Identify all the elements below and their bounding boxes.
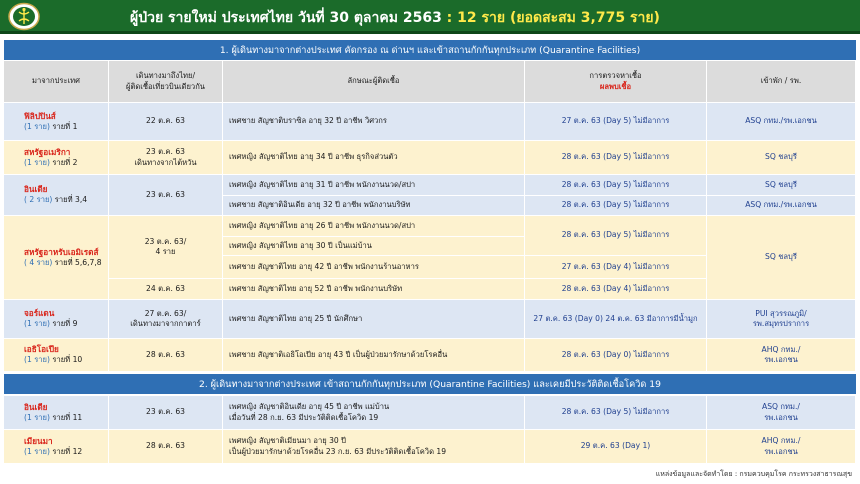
- ministry-emblem-icon: [7, 2, 41, 31]
- patient-cell: เพศชาย สัญชาติอินเดีย อายุ 32 ปี อาชีพ พนักงานบริษัท: [223, 196, 525, 216]
- place-cell: PUI สุวรรณภูมิ/ รพ.สมุทรปราการ: [707, 300, 856, 339]
- test-cell: 28 ต.ค. 63 (Day 0) ไม่มีอาการ: [525, 339, 707, 372]
- place-cell: ASQ กทม./รพ.เอกชน: [707, 196, 856, 216]
- country-philippines: ฟิลิปปินส์ (1 ราย) รายที่ 1: [4, 103, 109, 141]
- page-title: [130, 7, 660, 29]
- test-cell: 28 ต.ค. 63 (Day 5) ไม่มีอาการ: [525, 196, 707, 216]
- place-cell: SQ ชลบุรี: [707, 175, 856, 196]
- test-cell: 27 ต.ค. 63 (Day 5) ไม่มีอาการ: [525, 103, 707, 141]
- section-2-header: 2. ผู้เดินทางมาจากต่างประเทศ เข้าสถานกักกันทุกประเภท (Quarantine Facilities) และเคยมีประวัติติดเชื้อโควิด 19: [4, 374, 856, 394]
- country-india: อินเดีย ( 2 ราย) รายที่ 3,4: [4, 175, 109, 216]
- arrival-cell: 22 ต.ค. 63: [109, 103, 223, 141]
- test-cell: 27 ต.ค. 63 (Day 0) 24 ต.ค. 63 มีอาการมีน้ำมูก: [525, 300, 707, 339]
- test-cell: 28 ต.ค. 63 (Day 5) ไม่มีอาการ: [525, 141, 707, 175]
- patient-cell: เพศหญิง สัญชาติไทย อายุ 31 ปี อาชีพ พนักงานนวด/สปา: [223, 175, 525, 196]
- place-cell: SQ ชลบุรี: [707, 216, 856, 300]
- section-2-table: [4, 396, 856, 464]
- arrival-cell: 28 ต.ค. 63: [109, 430, 223, 464]
- country-india-2: อินเดีย (1 ราย) รายที่ 11: [4, 396, 109, 430]
- col-header-country: มาจากประเทศ: [4, 61, 109, 103]
- patient-cell: เพศหญิง สัญชาติอินเดีย อายุ 45 ปี อาชีพ แม่บ้าน เมื่อวันที่ 28 ก.ย. 63 มีประวัติติดเชื้อโควิด 19: [223, 396, 525, 430]
- arrival-cell: 28 ต.ค. 63: [109, 339, 223, 372]
- test-cell: 28 ต.ค. 63 (Day 5) ไม่มีอาการ: [525, 396, 707, 430]
- country-ethiopia: เอธิโอเปีย (1 ราย) รายที่ 10: [4, 339, 109, 372]
- patient-cell: เพศหญิง สัญชาติไทย อายุ 34 ปี อาชีพ ธุรกิจส่วนตัว: [223, 141, 525, 175]
- arrival-cell: 23 ต.ค. 63: [109, 175, 223, 216]
- patient-cell: เพศชาย สัญชาติเอธิโอเปีย อายุ 43 ปี เป็นผู้ป่วยมารักษาด้วยโรคอื่น: [223, 339, 525, 372]
- test-cell: 28 ต.ค. 63 (Day 4) ไม่มีอาการ: [525, 279, 707, 300]
- place-cell: AHQ กทม./ รพ.เอกชน: [707, 339, 856, 372]
- country-uae: สหรัฐอาหรับเอมิเรตส์ ( 4 ราย) รายที่ 5,6,7,8: [4, 216, 109, 300]
- patient-cell: เพศหญิง สัญชาติไทย อายุ 26 ปี อาชีพ พนักงานนวด/สปา: [223, 216, 525, 237]
- title-banner: [0, 0, 860, 34]
- patient-cell: เพศหญิง สัญชาติเมียนมา อายุ 30 ปี เป็นผู้ป่วยมารักษาด้วยโรคอื่น 23 ก.ย. 63 มีประวัติติดเชื้อโควิด 19: [223, 430, 525, 464]
- test-cell: 27 ต.ค. 63 (Day 4) ไม่มีอาการ: [525, 256, 707, 279]
- col-header-arrival: เดินทางมาถึงไทย/ ผู้ติดเชื้อเที่ยวบินเดียวกัน: [109, 61, 223, 103]
- source-footer: แหล่งข้อมูลและจัดทำโดย : กรมควบคุมโรค กระทรวงสาธารณสุข: [655, 470, 852, 478]
- arrival-cell: 27 ต.ค. 63/ เดินทางมาจากกาตาร์: [109, 300, 223, 339]
- patient-cell: เพศชาย สัญชาติไทย อายุ 25 ปี นักศึกษา: [223, 300, 525, 339]
- arrival-cell: 23 ต.ค. 63/ 4 ราย: [109, 216, 223, 279]
- patient-cell: เพศหญิง สัญชาติไทย อายุ 30 ปี เป็นแม่บ้าน: [223, 237, 525, 256]
- banner-underline: [0, 31, 860, 34]
- country-jordan: จอร์แดน (1 ราย) รายที่ 9: [4, 300, 109, 339]
- arrival-cell: 24 ต.ค. 63: [109, 279, 223, 300]
- place-cell: ASQ กทม./รพ.เอกชน: [707, 103, 856, 141]
- col-header-patient: ลักษณะผู้ติดเชื้อ: [223, 61, 525, 103]
- test-cell: 28 ต.ค. 63 (Day 5) ไม่มีอาการ: [525, 175, 707, 196]
- col-header-test: การตรวจหาเชื้อ ผลพบเชื้อ: [525, 61, 707, 103]
- patient-cell: เพศชาย สัญชาติไทย อายุ 42 ปี อาชีพ พนักงานร้านอาหาร: [223, 256, 525, 279]
- place-cell: ASQ กทม./ รพ.เอกชน: [707, 396, 856, 430]
- table-header: [4, 61, 856, 103]
- patient-cell: เพศชาย สัญชาติไทย อายุ 52 ปี อาชีพ พนักงานบริษัท: [223, 279, 525, 300]
- col-header-place: เข้าพัก / รพ.: [707, 61, 856, 103]
- place-cell: SQ ชลบุรี: [707, 141, 856, 175]
- test-cell: 28 ต.ค. 63 (Day 5) ไม่มีอาการ: [525, 216, 707, 256]
- title-case-count: : 12 ราย (ยอดสะสม 3,775 ราย): [441, 10, 660, 26]
- section-1-header: 1. ผู้เดินทางมาจากต่างประเทศ คัดกรอง ณ ด่านฯ และเข้าสถานกักกันทุกประเภท (Quarantine Facilities): [4, 40, 856, 60]
- country-myanmar: เมียนมา (1 ราย) รายที่ 12: [4, 430, 109, 464]
- patient-cell: เพศชาย สัญชาติบราซิล อายุ 32 ปี อาชีพ วิศวกร: [223, 103, 525, 141]
- arrival-cell: 23 ต.ค. 63: [109, 396, 223, 430]
- section-1-table: [4, 103, 856, 372]
- title-main: ผู้ป่วย รายใหม่ ประเทศไทย วันที่ 30 ตุลาคม 2563: [130, 10, 442, 26]
- place-cell: AHQ กทม./ รพ.เอกชน: [707, 430, 856, 464]
- arrival-cell: 23 ต.ค. 63 เดินทางจากไต้หวัน: [109, 141, 223, 175]
- country-usa: สหรัฐอเมริกา (1 ราย) รายที่ 2: [4, 141, 109, 175]
- test-cell: 29 ต.ค. 63 (Day 1): [525, 430, 707, 464]
